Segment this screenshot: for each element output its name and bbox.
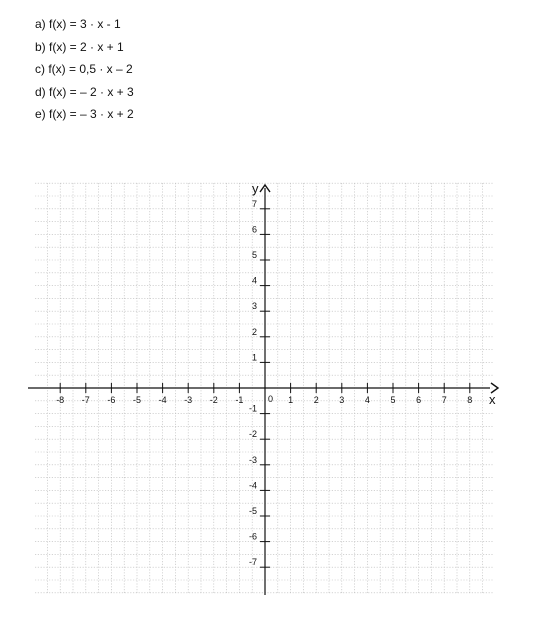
task-a: a) f(x) = 3 · x - 1	[35, 17, 121, 31]
x-tick-label: -3	[184, 395, 193, 405]
y-tick-label: -7	[248, 557, 257, 568]
x-axis-label: x	[489, 392, 496, 407]
x-tick-label: -6	[107, 395, 116, 405]
y-tick-label: 7	[251, 198, 257, 209]
y-tick-label: -3	[248, 454, 257, 465]
y-tick-label: -4	[248, 480, 257, 491]
x-tick-label: -4	[158, 395, 167, 405]
task-e: e) f(x) = – 3 · x + 2	[35, 107, 134, 121]
y-tick-label: -6	[248, 531, 257, 542]
task-b: b) f(x) = 2 · x + 1	[35, 39, 124, 54]
x-tick-label: 5	[390, 395, 396, 405]
x-tick-label: 1	[288, 395, 294, 405]
x-tick-label: -7	[81, 395, 90, 405]
y-tick-label: -2	[248, 429, 257, 440]
x-tick-label: -1	[235, 395, 244, 405]
axes	[28, 181, 498, 595]
x-axis-ticks	[56, 383, 472, 405]
x-tick-label: 7	[441, 395, 447, 405]
y-tick-label: 6	[251, 224, 257, 235]
x-tick-label: -5	[132, 395, 142, 405]
x-tick-label: 4	[364, 395, 370, 405]
task-c: c) f(x) = 0,5 · x – 2	[35, 62, 133, 76]
y-tick-label: 5	[251, 250, 257, 260]
origin-label: 0	[268, 394, 274, 404]
y-tick-label: 1	[251, 352, 257, 363]
x-tick-label: 2	[313, 395, 319, 405]
task-d: d) f(x) = – 2 · x + 3	[35, 84, 134, 99]
y-tick-label: -5	[248, 506, 257, 516]
x-tick-label: 3	[339, 395, 345, 405]
y-tick-label: -1	[248, 403, 257, 414]
x-tick-label: 6	[416, 395, 422, 405]
y-tick-label: 3	[251, 301, 257, 312]
y-axis-label: y	[252, 181, 259, 196]
y-tick-label: 2	[251, 326, 257, 337]
y-tick-label: 4	[251, 275, 257, 286]
x-tick-label: 8	[467, 395, 473, 405]
x-tick-label: -2	[209, 395, 218, 405]
x-tick-label: -8	[56, 395, 65, 405]
